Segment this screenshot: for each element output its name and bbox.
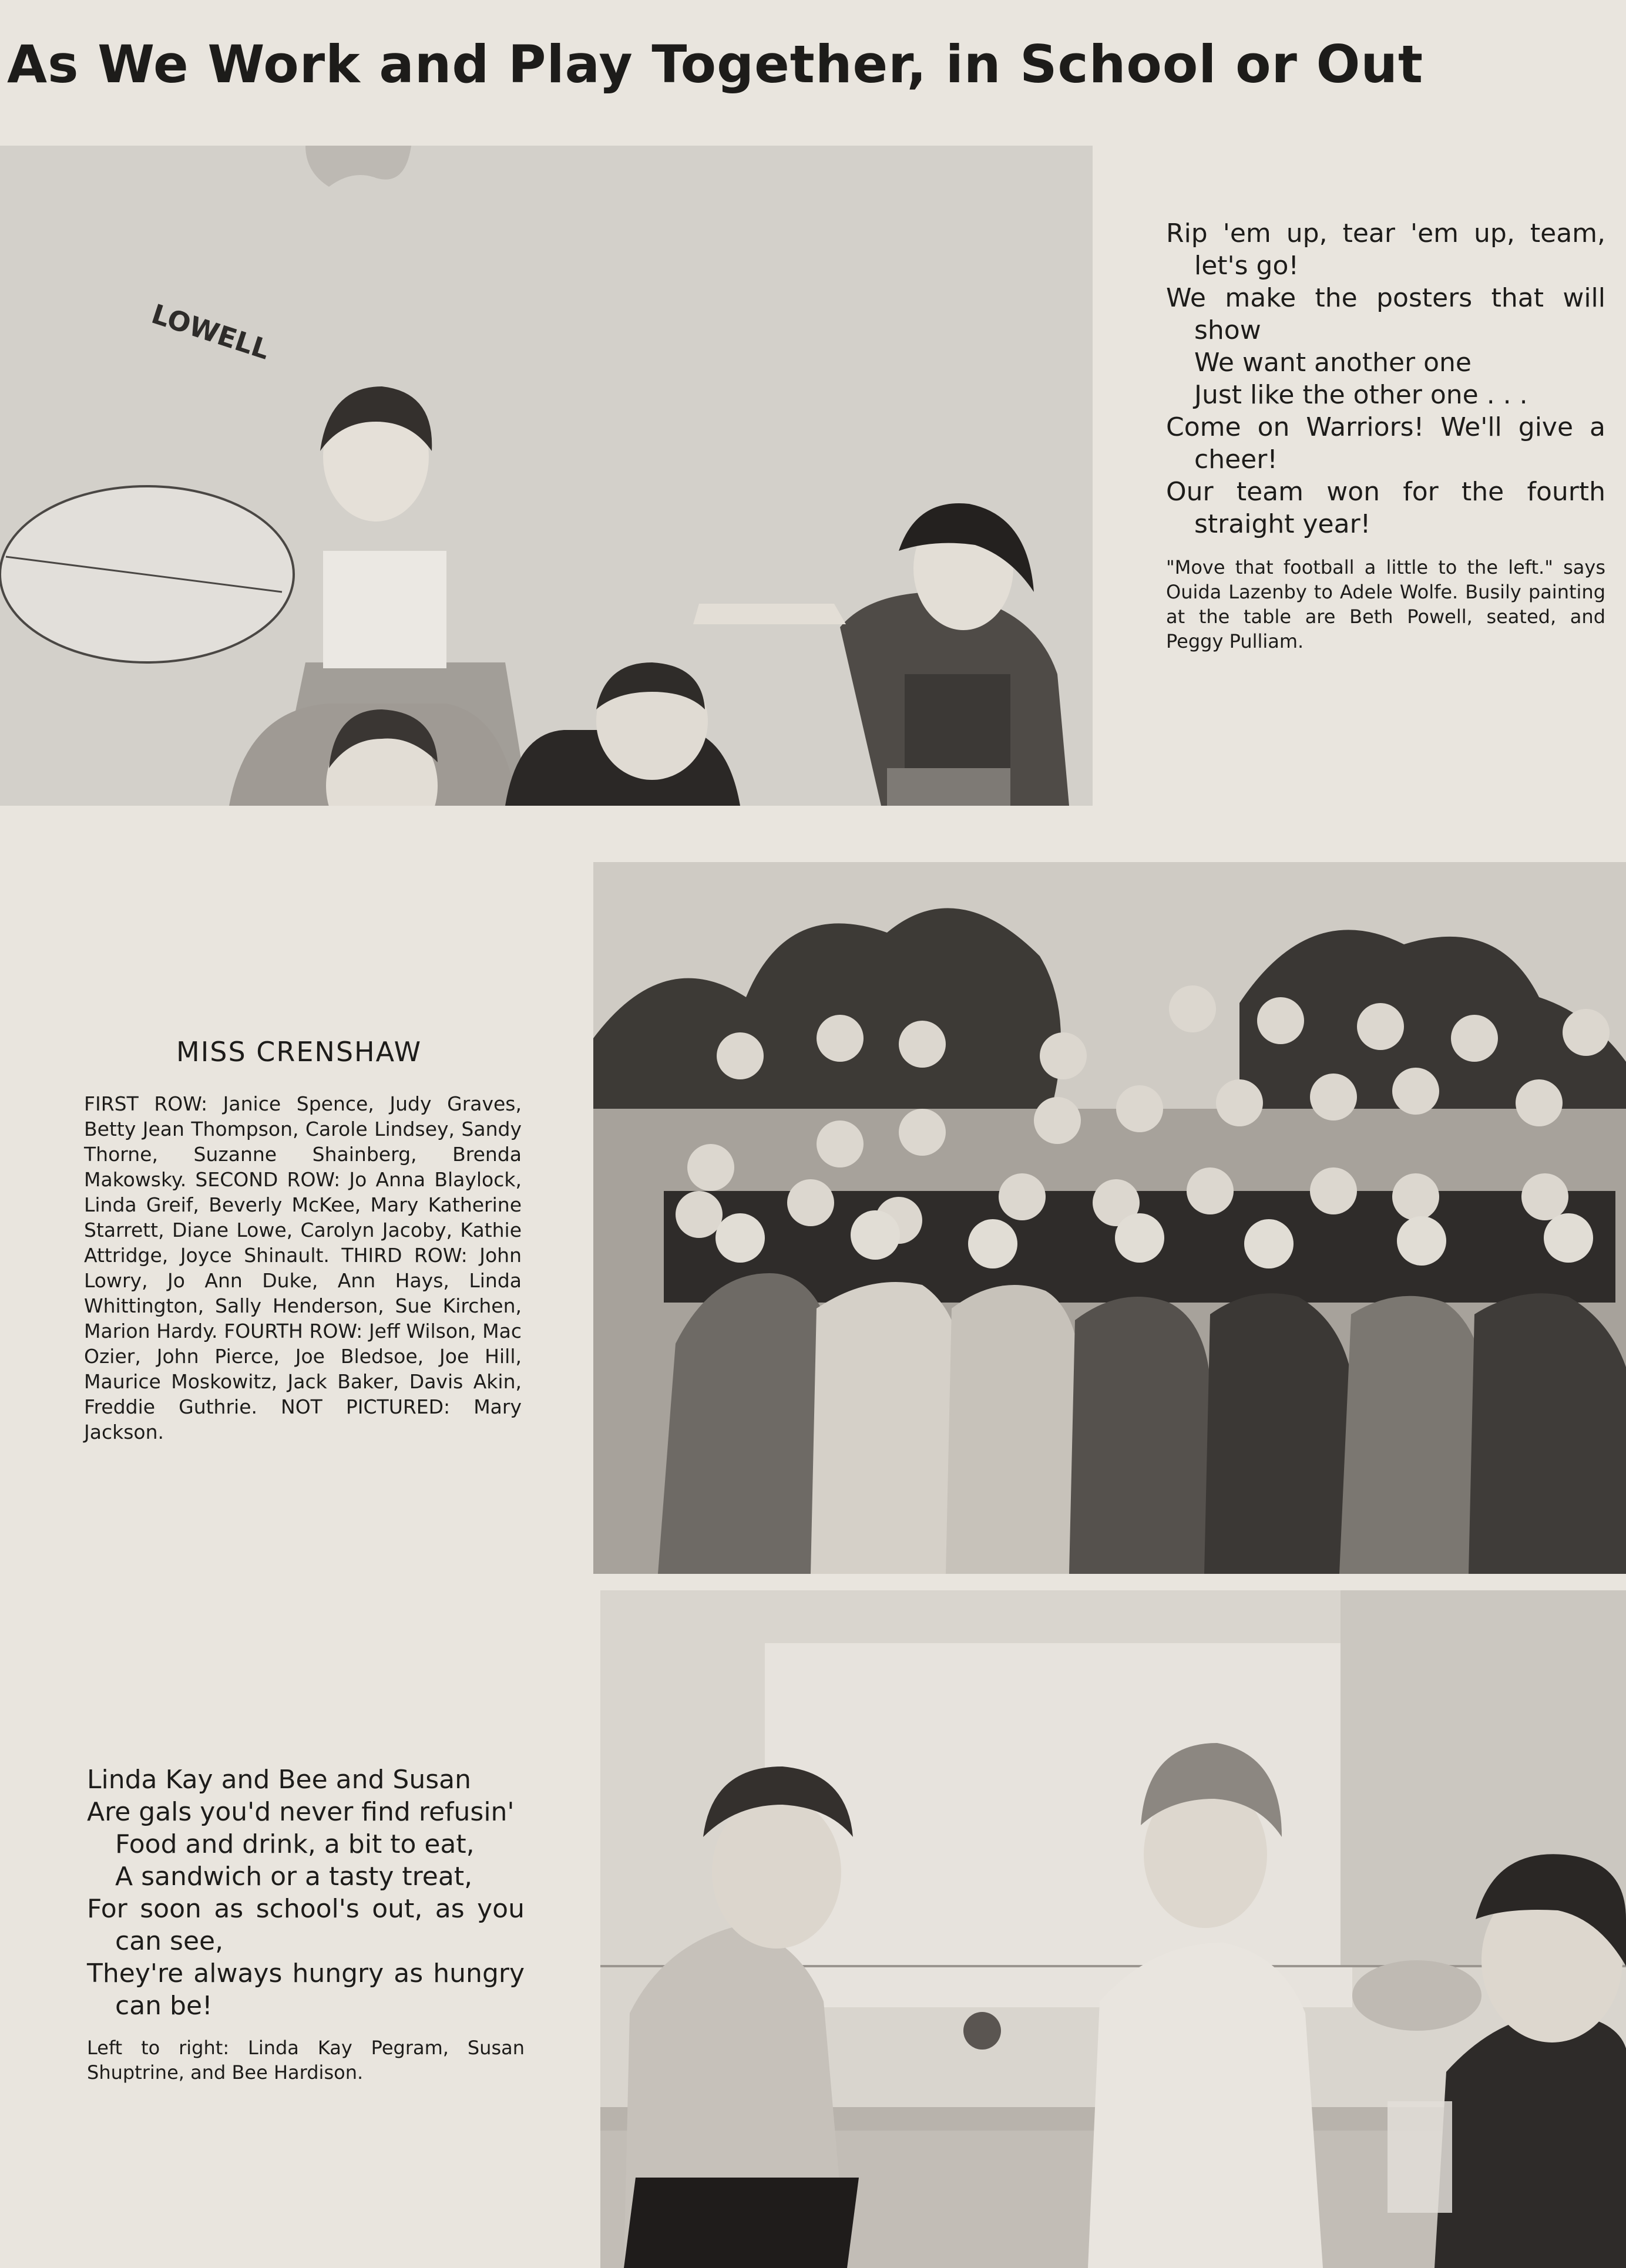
poem-line: Our team won for the fourth xyxy=(1166,477,1605,507)
poem-line: Are gals you'd never find refusin' xyxy=(87,1797,515,1827)
kitchen-photo-caption: Left to right: Linda Kay Pegram, Susan Shuptrine, and Bee Hardison. xyxy=(87,2037,525,2084)
class-group-photo xyxy=(593,862,1626,1574)
homeroom-heading: MISS CRENSHAW xyxy=(176,1036,422,1068)
poster-painting-photo xyxy=(0,146,1093,806)
poem-line: Rip 'em up, tear 'em up, team, xyxy=(1166,218,1605,248)
homeroom-roster: FIRST ROW: Janice Spence, Judy Graves, Betty Jean Thompson, Carole Lindsey, Sandy Thorne, Suzanne Shainberg, Brenda Makowsky. SECOND ROW: Jo Anna Blaylock, Linda Greif, Beverly McKee, Mary Katherine Starrett, Diane Lowe, Carolyn Jacoby, Kathie Attridge, Joyce Shinault. THIRD ROW: John Lowry, Jo Ann Duke, Ann Hays, Linda Whittington, Sally Henderson, Sue Kirchen, Marion Hardy. FOURTH ROW: Jeff Wilson, Mac Ozier, John Pierce, Joe Bledsoe, Joe Hill, Maurice Moskowitz, Jack Baker, Davis Akin, Freddie Guthrie. NOT PICTURED: Mary Jackson. xyxy=(84,1092,522,1443)
kitchen-photo xyxy=(600,1590,1626,2268)
poem-line: Linda Kay and Bee and Susan xyxy=(87,1765,472,1795)
poster-poem xyxy=(1166,217,1605,540)
poem-line: let's go! xyxy=(1194,251,1299,281)
page-title: As We Work and Play Together, in School or Out xyxy=(7,34,1424,95)
poem-line: can be! xyxy=(115,1991,213,2021)
lowell-poster-text: LOWELL xyxy=(147,298,274,366)
poem-line: Come on Warriors! We'll give a xyxy=(1166,412,1605,442)
poem-line: They're always hungry as hungry xyxy=(87,1959,525,1988)
poem-line: A sandwich or a tasty treat, xyxy=(115,1862,473,1892)
poem-line: straight year! xyxy=(1194,509,1371,539)
poster-photo-caption: "Move that football a little to the left." says Ouida Lazenby to Adele Wolfe. Busily painting at the table are Beth Powell, seated, and Peggy Pulliam. xyxy=(1166,556,1605,652)
poem-line: Just like the other one . . . xyxy=(1194,380,1528,410)
poem-line: can see, xyxy=(115,1926,224,1956)
poem-line: cheer! xyxy=(1194,445,1278,475)
poem-line: show xyxy=(1194,315,1261,345)
poem-line: For soon as school's out, as you xyxy=(87,1894,525,1924)
poem-line: We want another one xyxy=(1194,348,1472,378)
kitchen-poem xyxy=(87,1764,525,2022)
poem-line: We make the posters that will xyxy=(1166,283,1605,313)
poem-line: Food and drink, a bit to eat, xyxy=(115,1829,475,1859)
